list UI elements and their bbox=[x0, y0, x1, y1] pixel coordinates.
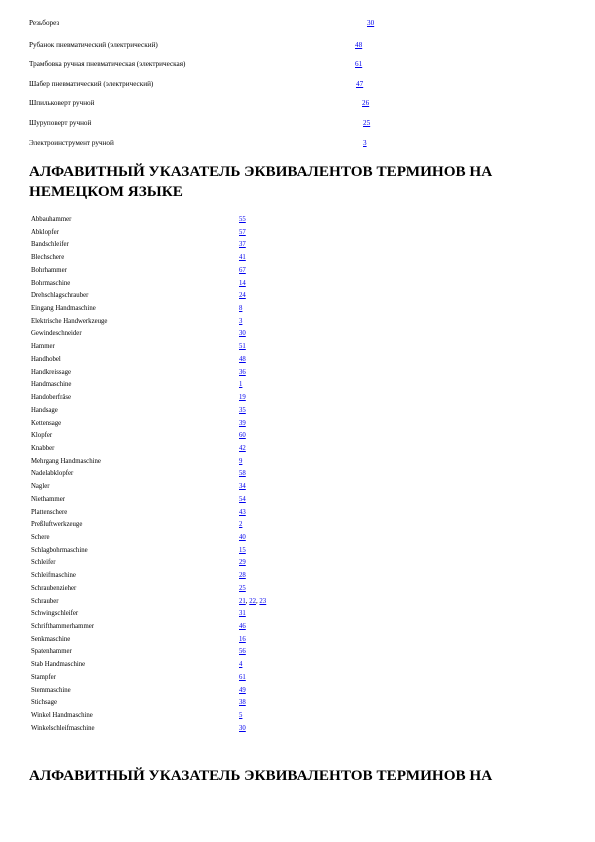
index-row bbox=[31, 405, 351, 418]
page-link[interactable]: 25 bbox=[239, 584, 246, 592]
index-term: Schrauber bbox=[31, 597, 59, 605]
index-term: Niethammer bbox=[31, 495, 65, 503]
page-refs bbox=[239, 583, 246, 596]
page-link[interactable]: 49 bbox=[239, 686, 246, 694]
page-refs bbox=[239, 214, 246, 227]
index-row bbox=[31, 532, 351, 545]
index-row bbox=[31, 265, 351, 278]
page-link[interactable]: 15 bbox=[239, 546, 246, 554]
index-term: Schrifthammerhammer bbox=[31, 623, 95, 630]
page-refs bbox=[239, 456, 242, 469]
index-term: Klopfer bbox=[31, 432, 53, 440]
index-term: Bandschleifer bbox=[31, 241, 69, 249]
index-row bbox=[31, 379, 351, 392]
page-link[interactable]: 30 bbox=[367, 19, 375, 27]
page-link[interactable]: 23 bbox=[259, 597, 267, 605]
page-link[interactable]: 37 bbox=[239, 241, 246, 249]
page-link[interactable]: 22 bbox=[249, 597, 256, 605]
page-refs bbox=[239, 379, 242, 392]
index-term: Электроинструмент ручной bbox=[29, 139, 114, 147]
page-refs bbox=[239, 278, 246, 291]
index-row bbox=[31, 507, 351, 520]
index-row bbox=[31, 659, 351, 672]
index-term: Шабер пневматический (электрический) bbox=[29, 80, 154, 88]
page-refs bbox=[239, 443, 246, 456]
page-refs bbox=[239, 481, 246, 494]
index-term: Senkmaschine bbox=[31, 635, 71, 643]
page-refs bbox=[239, 519, 242, 532]
index-row bbox=[31, 621, 351, 634]
index-term: Abbauhammer bbox=[31, 216, 72, 223]
page-link[interactable]: 40 bbox=[239, 533, 246, 541]
index-row bbox=[31, 392, 351, 405]
index-term: Handkreissage bbox=[31, 368, 72, 376]
page-link[interactable]: 30 bbox=[239, 724, 246, 732]
page-link[interactable]: 38 bbox=[239, 699, 246, 707]
index-term: Шуруповерт ручной bbox=[29, 119, 92, 127]
index-row bbox=[31, 367, 351, 380]
page-refs bbox=[239, 367, 246, 380]
index-term: Nadelabklopfer bbox=[31, 470, 74, 478]
page-link[interactable]: 60 bbox=[239, 432, 246, 440]
index-term: Winkel Handmaschine bbox=[31, 712, 93, 720]
index-term: Резьборез bbox=[29, 19, 60, 27]
page-link[interactable]: 41 bbox=[239, 254, 246, 262]
page-link[interactable]: 24 bbox=[239, 292, 246, 300]
page-link[interactable]: 16 bbox=[239, 635, 246, 643]
page-refs bbox=[239, 646, 246, 659]
index-term: Schraubenzieher bbox=[31, 584, 77, 592]
page-link[interactable]: 26 bbox=[362, 99, 370, 107]
index-row bbox=[31, 468, 351, 481]
index-term: Elektrische Handwerkzeuge bbox=[31, 317, 108, 325]
page-refs bbox=[239, 265, 246, 278]
page-link[interactable]: 9 bbox=[239, 457, 243, 465]
index-term: Bohrhammer bbox=[31, 266, 67, 274]
page-link[interactable]: 5 bbox=[239, 712, 243, 720]
index-row bbox=[31, 710, 351, 723]
index-term: Blechschere bbox=[31, 254, 65, 262]
page-refs bbox=[239, 634, 246, 647]
page-link[interactable]: 55 bbox=[239, 216, 246, 223]
index-row bbox=[31, 430, 351, 443]
index-row bbox=[31, 252, 351, 265]
page-link[interactable]: 43 bbox=[239, 508, 246, 516]
page-refs bbox=[239, 468, 246, 481]
page-refs bbox=[239, 405, 246, 418]
page-refs bbox=[239, 392, 246, 405]
index-row bbox=[31, 685, 351, 698]
index-row bbox=[31, 481, 351, 494]
index-term: Schleifmaschine bbox=[31, 572, 76, 580]
index-row bbox=[31, 443, 351, 456]
separator: , bbox=[245, 597, 250, 605]
page-refs bbox=[239, 354, 246, 367]
page-link[interactable]: 36 bbox=[239, 368, 246, 376]
index-term: Stampfer bbox=[31, 673, 56, 681]
index-term: Hammer bbox=[31, 343, 55, 351]
index-term: Mehrgang Handmaschine bbox=[31, 457, 101, 465]
page-link[interactable]: 21 bbox=[239, 597, 246, 605]
index-term: Gewindeschneider bbox=[31, 330, 82, 338]
page-link[interactable]: 3 bbox=[363, 139, 367, 147]
index-row bbox=[31, 418, 351, 431]
index-term: Рубанок пневматический (электрический) bbox=[29, 41, 158, 49]
index-term: Handmaschine bbox=[31, 381, 72, 389]
index-row bbox=[31, 303, 351, 316]
page-link[interactable]: 57 bbox=[239, 228, 246, 236]
page-link[interactable]: 58 bbox=[239, 470, 246, 478]
index-row bbox=[31, 519, 351, 532]
index-row bbox=[31, 239, 351, 252]
index-term: Трамбовка ручная пневматическая (электрическая) bbox=[29, 60, 186, 68]
index-row bbox=[31, 214, 351, 227]
page-refs bbox=[239, 710, 242, 723]
index-row bbox=[31, 341, 351, 354]
page-refs bbox=[239, 532, 246, 545]
page-refs bbox=[239, 507, 246, 520]
index-row bbox=[31, 723, 351, 736]
index-term: Handsage bbox=[31, 406, 58, 414]
index-term: Preßluftwerkzeuge bbox=[31, 521, 83, 529]
page-link[interactable]: 1 bbox=[239, 381, 243, 389]
index-term: Schleifer bbox=[31, 559, 56, 567]
index-term: Handoberfräse bbox=[31, 394, 72, 402]
page-link[interactable]: 29 bbox=[239, 559, 246, 567]
page-refs bbox=[239, 316, 242, 329]
page-refs bbox=[239, 341, 246, 354]
page-refs bbox=[239, 557, 246, 570]
index-term: Шпильковерт ручной bbox=[29, 99, 95, 107]
index-term: Plattenschere bbox=[31, 508, 68, 516]
index-row bbox=[31, 545, 351, 558]
page-link[interactable]: 4 bbox=[239, 661, 243, 669]
page-refs bbox=[239, 672, 246, 685]
page-link[interactable]: 8 bbox=[239, 305, 243, 313]
page-link[interactable]: 46 bbox=[239, 623, 246, 630]
page-link[interactable]: 56 bbox=[239, 648, 246, 656]
page-refs bbox=[239, 239, 246, 252]
page-link[interactable]: 51 bbox=[239, 343, 246, 351]
index-row bbox=[31, 354, 351, 367]
page-refs bbox=[239, 328, 246, 341]
index-term: Kettensage bbox=[31, 419, 62, 427]
index-row bbox=[31, 456, 351, 469]
page-link[interactable]: 61 bbox=[239, 673, 246, 681]
page-link[interactable]: 25 bbox=[363, 119, 371, 127]
index-term: Bohrmaschine bbox=[31, 279, 71, 287]
page-link[interactable]: 42 bbox=[239, 444, 246, 452]
page-refs bbox=[239, 290, 246, 303]
page-refs bbox=[239, 303, 242, 316]
index-term: Nagler bbox=[31, 483, 50, 491]
page-link[interactable]: 28 bbox=[239, 572, 246, 580]
index-row bbox=[31, 278, 351, 291]
page-link[interactable]: 34 bbox=[239, 483, 246, 491]
index-row bbox=[31, 494, 351, 507]
index-term: Schlagbohrmaschine bbox=[31, 546, 88, 554]
page-refs bbox=[239, 621, 246, 634]
index-term: Drehschlagschrauber bbox=[31, 292, 89, 300]
page-link[interactable]: 39 bbox=[239, 419, 246, 427]
page-link[interactable]: 67 bbox=[239, 266, 246, 274]
index-row bbox=[31, 583, 351, 596]
page-link[interactable]: 54 bbox=[239, 495, 246, 503]
page-refs bbox=[239, 227, 246, 240]
page-link[interactable]: 2 bbox=[239, 521, 243, 529]
index-term: Handhobel bbox=[31, 355, 61, 363]
page-link[interactable]: 48 bbox=[239, 355, 246, 363]
index-term: Knabber bbox=[31, 444, 55, 452]
page-refs bbox=[239, 659, 242, 672]
page-refs bbox=[239, 723, 246, 736]
section-heading-german: АЛФАВИТНЫЙ УКАЗАТЕЛЬ ЭКВИВАЛЕНТОВ ТЕРМИНОВ НА НЕМЕЦКОМ ЯЗЫКЕ bbox=[29, 163, 493, 200]
index-row bbox=[31, 227, 351, 240]
page-link[interactable]: 14 bbox=[239, 279, 246, 287]
index-row bbox=[31, 557, 351, 570]
index-row bbox=[31, 697, 351, 710]
index-term: Abklopfer bbox=[31, 228, 59, 236]
german-index-table bbox=[31, 214, 351, 735]
separator: , bbox=[256, 597, 260, 605]
page-refs bbox=[239, 545, 246, 558]
index-row bbox=[31, 608, 351, 621]
index-term: Stemmaschine bbox=[31, 686, 71, 694]
page-refs bbox=[239, 252, 246, 265]
page-link[interactable]: 3 bbox=[239, 317, 243, 325]
page-refs bbox=[239, 430, 246, 443]
page-link[interactable]: 35 bbox=[239, 406, 246, 414]
page-link[interactable]: 30 bbox=[239, 330, 246, 338]
page-refs bbox=[239, 697, 246, 710]
index-term: Spatenhammer bbox=[31, 648, 72, 656]
page-link[interactable]: 61 bbox=[355, 60, 363, 68]
index-row bbox=[31, 672, 351, 685]
index-row bbox=[31, 290, 351, 303]
index-row bbox=[31, 316, 351, 329]
index-row bbox=[31, 634, 351, 647]
index-row bbox=[31, 646, 351, 659]
page-link[interactable]: 19 bbox=[239, 394, 246, 402]
page-refs bbox=[239, 608, 246, 621]
page-link[interactable]: 47 bbox=[356, 80, 364, 88]
index-term: Stab Handmaschine bbox=[31, 661, 86, 669]
page-refs bbox=[239, 596, 266, 609]
page-refs bbox=[239, 685, 246, 698]
page-link[interactable]: 31 bbox=[239, 610, 246, 618]
index-row bbox=[31, 328, 351, 341]
index-term: Schwingschleifer bbox=[31, 610, 79, 618]
page-link[interactable]: 48 bbox=[355, 41, 363, 49]
index-term: Schere bbox=[31, 533, 50, 541]
index-term: Eingang Handmaschine bbox=[31, 305, 96, 313]
page-refs bbox=[239, 494, 246, 507]
index-row bbox=[31, 596, 351, 609]
index-term: Stichsage bbox=[31, 699, 58, 707]
page-refs bbox=[239, 418, 246, 431]
page-refs bbox=[239, 570, 246, 583]
index-term: Winkelschleifmaschine bbox=[31, 724, 95, 732]
section-heading-next: АЛФАВИТНЫЙ УКАЗАТЕЛЬ ЭКВИВАЛЕНТОВ ТЕРМИНОВ НА bbox=[29, 767, 493, 784]
index-row bbox=[31, 570, 351, 583]
